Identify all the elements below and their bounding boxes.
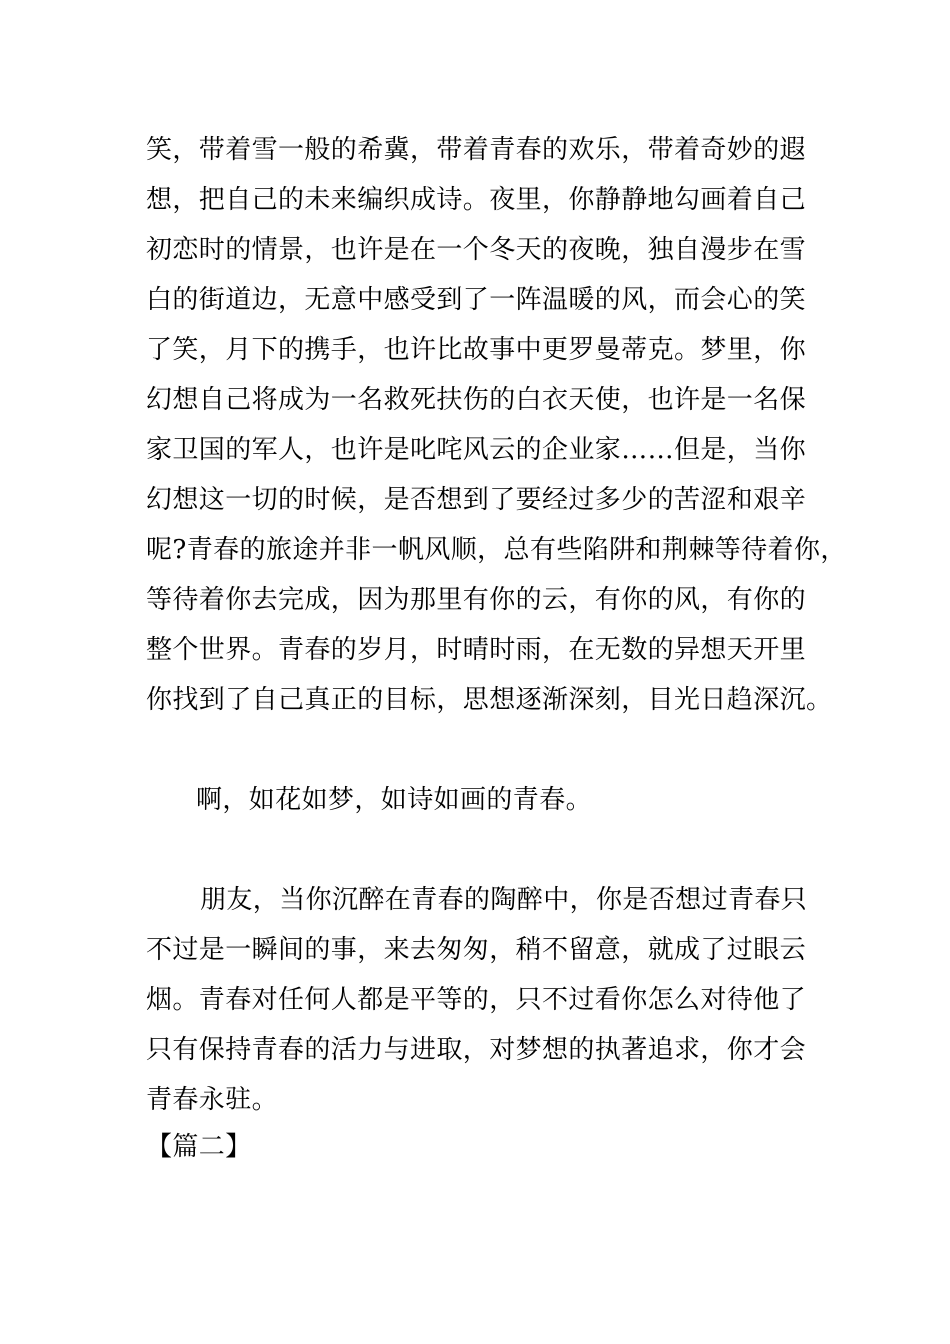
text-line: 你找到了自己真正的目标，思想逐渐深刻，目光日趋深沉。 <box>146 685 833 715</box>
text-line: 想，把自己的未来编织成诗。夜里，你静静地勾画着自己 <box>146 185 807 215</box>
text-line: 了笑，月下的携手，也许比故事中更罗曼蒂克。梦里，你 <box>146 335 807 365</box>
text-line: 幻想这一切的时候，是否想到了要经过多少的苦涩和艰辛 <box>146 485 807 515</box>
text-line: 朋友，当你沉醉在青春的陶醉中，你是否想过青春只 <box>200 885 808 915</box>
text-line: 等待着你去完成，因为那里有你的云，有你的风，有你的 <box>146 585 807 615</box>
text-line: 幻想自己将成为一名救死扶伤的白衣天使，也许是一名保 <box>146 385 807 415</box>
text-line: 不过是一瞬间的事，来去匆匆，稍不留意，就成了过眼云 <box>146 935 807 965</box>
text-line: 烟。青春对任何人都是平等的，只不过看你怎么对待他了 <box>146 985 807 1015</box>
text-line: 只有保持青春的活力与进取，对梦想的执著追求，你才会 <box>146 1035 807 1065</box>
text-line: 啊，如花如梦，如诗如画的青春。 <box>196 785 593 815</box>
section-heading: 【篇二】 <box>146 1132 252 1162</box>
text-line: 家卫国的军人，也许是叱咤风云的企业家……但是，当你 <box>146 435 807 465</box>
text-line: 青春永驻。 <box>146 1085 279 1115</box>
text-line: 笑，带着雪一般的希冀，带着青春的欢乐，带着奇妙的遐 <box>146 135 807 165</box>
text-line: 呢?青春的旅途并非一帆风顺，总有些陷阱和荆棘等待着你， <box>146 535 847 565</box>
text-line: 白的街道边，无意中感受到了一阵温暖的风，而会心的笑 <box>146 285 807 315</box>
text-line: 初恋时的情景，也许是在一个冬天的夜晚，独自漫步在雪 <box>146 235 807 265</box>
text-line: 整个世界。青春的岁月，时晴时雨，在无数的异想天开里 <box>146 635 807 665</box>
